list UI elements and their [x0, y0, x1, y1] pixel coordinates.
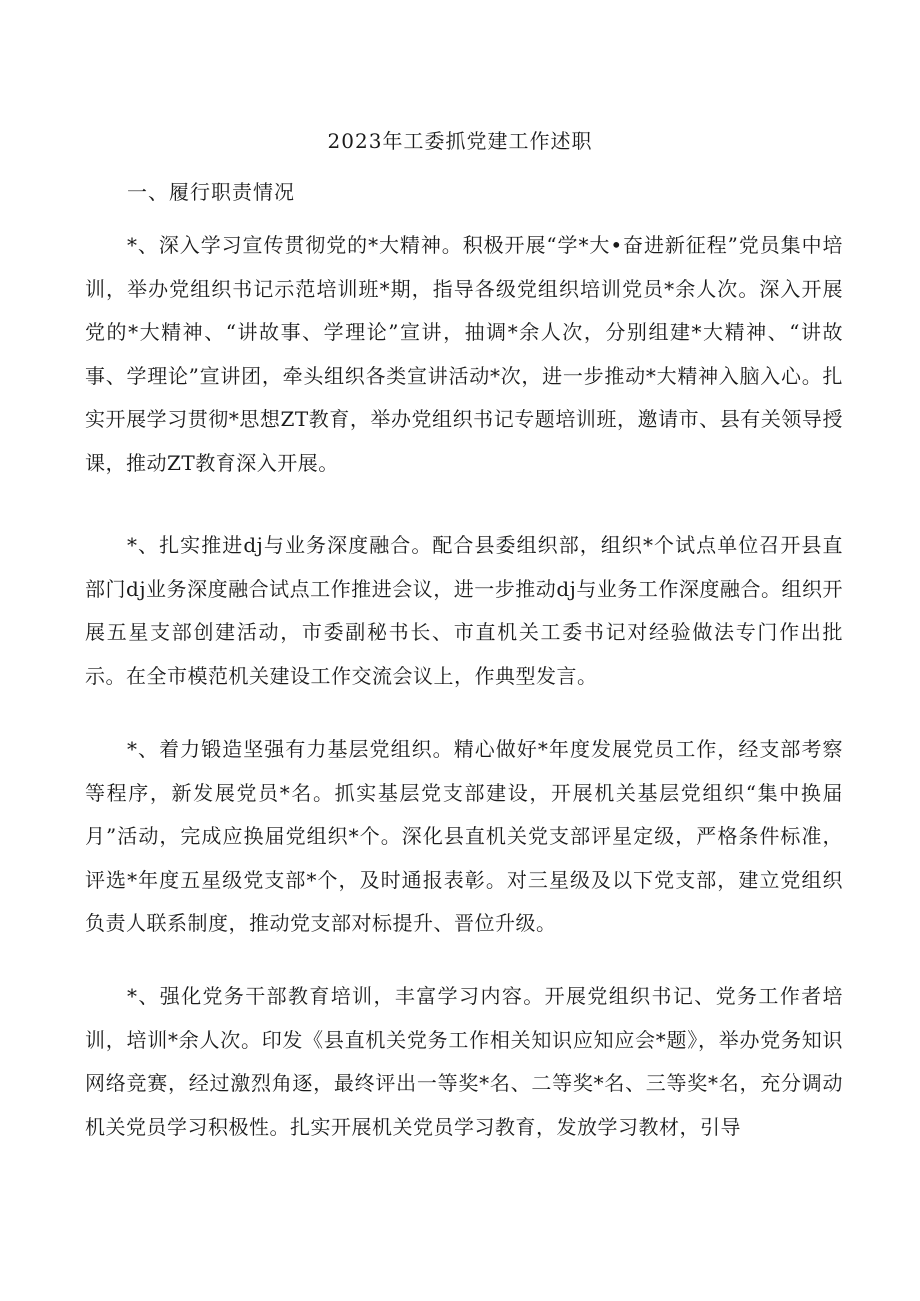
- paragraph-2: *、扎实推进dj与业务深度融合。配合县委组织部，组织*个试点单位召开县直部门dj业务深度融合试点工作推进会议，进一步推动dj与业务工作深度融合。组织开展五星支部创建活动，市委副秘书长、市直机关工委书记对经验做法专门作出批示。在全市模范机关建设工作交流会议上，作典型发言。: [85, 533, 843, 688]
- paragraph-1: *、深入学习宣传贯彻党的*大精神。积极开展“学*大•奋进新征程”党员集中培训，举办党组织书记示范培训班*期，指导各级党组织培训党员*余人次。深入开展党的*大精神、“讲故事、学理论”宣讲，抽调*余人次，分别组建*大精神、“讲故事、学理论”宣讲团，牵头组织各类宣讲活动*次，进一步推动*大精神入脑入心。扎实开展学习贯彻*思想ZT教育，举办党组织书记专题培训班，邀请市、县有关领导授课，推动ZT教育深入开展。: [85, 233, 843, 475]
- paragraph-4: *、强化党务干部教育培训，丰富学习内容。开展党组织书记、党务工作者培训，培训*余人次。印发《县直机关党务工作相关知识应知应会*题》，举办党务知识网络竞赛，经过激烈角逐，最终评出一等奖*名、二等奖*名、三等奖*名，充分调动机关党员学习积极性。扎实开展机关党员学习教育，发放学习教材，引导: [85, 984, 843, 1139]
- paragraph-3: *、着力锻造坚强有力基层党组织。精心做好*年度发展党员工作，经支部考察等程序，新发展党员*名。抓实基层党支部建设，开展机关基层党组织“集中换届月”活动，完成应换届党组织*个。深化县直机关党支部评星定级，严格条件标准，评选*年度五星级党支部*个，及时通报表彰。对三星级及以下党支部，建立党组织负责人联系制度，推动党支部对标提升、晋位升级。: [85, 737, 843, 935]
- section-heading: 一、履行职责情况: [127, 180, 295, 204]
- document-title: 2023年工委抓党建工作述职: [327, 129, 593, 153]
